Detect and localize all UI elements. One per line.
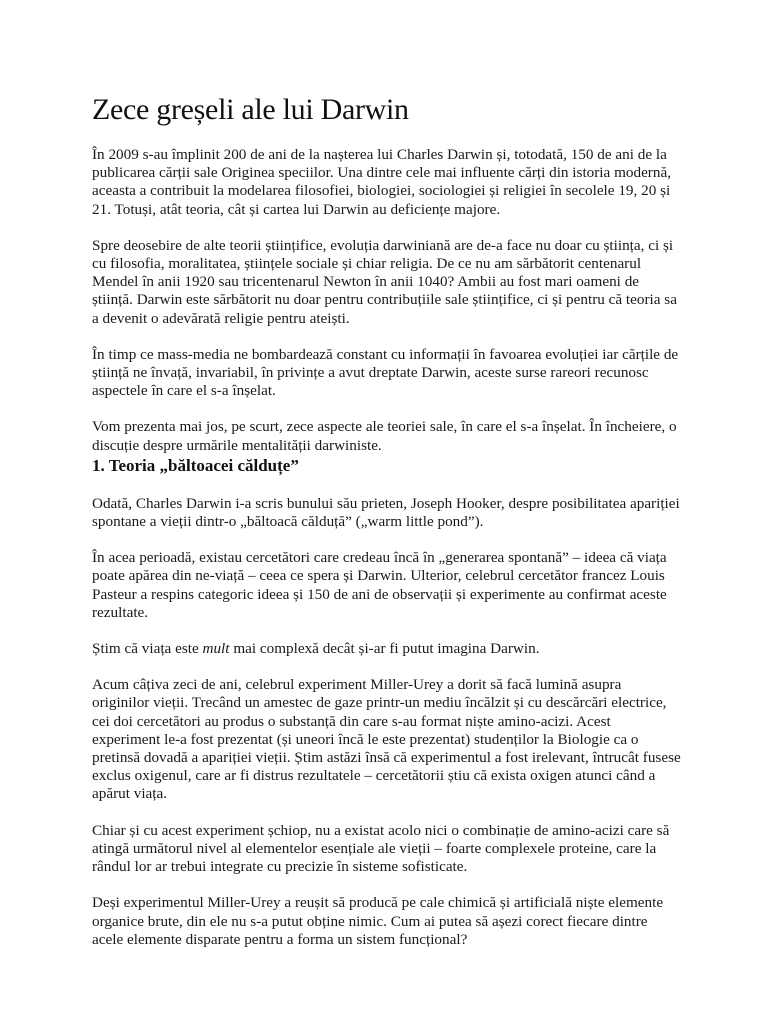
page-title: Zece greșeli ale lui Darwin <box>92 93 409 126</box>
section-paragraph: Deși experimentul Miller-Urey a reușit să producă pe cale chimică și artificială niște elemente organice brute, din ele nu s-a putut obține nimic. Cum ai putea să așezi corect fiecare dintre acele elemente disparate pentru a forma un sistem funcțional? <box>92 894 664 948</box>
intro-paragraph: Spre deosebire de alte teorii științifice, evoluția darwiniană are de-a face nu doar cu știința, ci și cu filosofia, moralitatea, științele sociale și chiar religia. De ce nu am sărbătorit centenarul Mendel în anii 1920 sau tricentenarul Newton în anii 1040? Ambii au fost mari oameni de știință. Darwin este sărbătorit nu doar pentru contribuțiile sale științifice, ci și pentru că teoria sa a devenit o adevărată religie pentru ateiști. <box>92 236 677 327</box>
intro-paragraph: Vom prezenta mai jos, pe scurt, zece aspecte ale teoriei sale, în care el s-a înșelat. În încheiere, o discuție despre urmările mentalității darwiniste. <box>92 418 677 454</box>
section-paragraph: Acum câțiva zeci de ani, celebrul experiment Miller-Urey a dorit să facă lumină asupra originilor vieții. Trecând un amestec de gaze printr-un mediu încălzit și cu descărcări electrice, cei doi cercetători au produs o substanță din care s-au format niște amino-acizi. Acest experiment le-a fost prezentat (și uneori încă le este prezentat) studenților la Biologie ca o pretinsă dovadă a apariției vieții. Știm astăzi însă că experimentul a fost irelevant, întrucât fusese exclus oxigenul, care ar fi distrus rezultatele – cercetătorii știu că exista oxigen atunci când a apărut viața. <box>92 676 681 803</box>
intro-paragraph: În 2009 s-au împlinit 200 de ani de la nașterea lui Charles Darwin și, totodată, 150 de ani de la publicarea cărții sale Originea speciilor. Una dintre cele mai influente cărți din istoria modernă, aceasta a contribuit la modelarea filosofiei, biologiei, sociologiei și religiei în secolele 19, 20 și 21. Totuși, atât teoria, cât și cartea lui Darwin au deficiențe majore. <box>92 146 672 218</box>
section-paragraph: În acea perioadă, existau cercetători care credeau încă în „generarea spontană” – ideea că viața poate apărea din ne-viață – ceea ce spera și Darwin. Ulterior, celebrul cercetător francez Louis Pasteur a respins categoric ideea și 150 de ani de observații și experimente au confirmat aceste rezultate. <box>92 549 667 621</box>
document-page <box>92 90 682 949</box>
intro-paragraph: În timp ce mass-media ne bombardează constant cu informații în favoarea evoluției iar cărțile de știință ne învață, invariabil, în privințe a avut dreptate Darwin, aceste surse rareori recunosc aspectele în care el s-a înșelat. <box>92 345 679 400</box>
section-paragraph: Chiar și cu acest experiment șchiop, nu a existat acolo nici o combinație de amino-acizi care să atingă următorul nivel al elementelor esențiale ale vieții – foarte complexele proteine, care la rândul lor ar trebui integrate cu precizie în sisteme sofisticate. <box>92 821 670 876</box>
section-paragraph: Odată, Charles Darwin i-a scris bunului său prieten, Joseph Hooker, despre posibilitatea apariției spontane a vieții dintr-o „băltoacă călduță” („warm little pond”). <box>92 494 680 531</box>
section-paragraph <box>92 640 682 658</box>
emphasis-text: mult <box>202 640 230 658</box>
paragraph-text: Știm că viața este <box>92 640 203 658</box>
paragraph-text: mai complexă decât și-ar fi putut imagina Darwin. <box>229 640 540 658</box>
section-heading: 1. Teoria „băltoacei călduțe” <box>92 455 299 475</box>
